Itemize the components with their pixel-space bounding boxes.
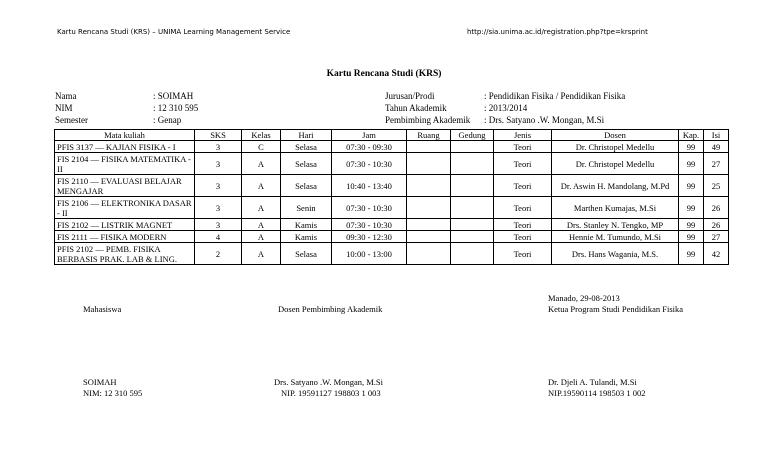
cell-kap: 99 xyxy=(679,197,704,219)
cell-sks: 3 xyxy=(195,175,242,197)
signature-name-mahasiswa: SOIMAH xyxy=(83,377,117,387)
cell-ruang xyxy=(407,197,451,219)
col-header-mata-kuliah: Mata kuliah xyxy=(55,130,195,141)
cell-sks: 3 xyxy=(195,197,242,219)
cell-jenis: Teori xyxy=(494,153,552,175)
cell-kap: 99 xyxy=(679,153,704,175)
cell-kap: 99 xyxy=(679,243,704,265)
cell-ruang xyxy=(407,175,451,197)
cell-kelas: A xyxy=(242,197,281,219)
cell-jenis: Teori xyxy=(494,141,552,153)
cell-jam: 07:30 - 09:30 xyxy=(332,141,407,153)
cell-hari: Selasa xyxy=(281,153,332,175)
cell-mata-kuliah: PFIS 3137 — KAJIAN FISIKA - I xyxy=(55,141,195,153)
cell-mata-kuliah: FIS 2104 — FISIKA MATEMATIKA - II xyxy=(55,153,195,175)
cell-ruang xyxy=(407,231,451,243)
cell-sks: 3 xyxy=(195,141,242,153)
cell-mata-kuliah: FIS 2110 — EVALUASI BELAJAR MENGAJAR xyxy=(55,175,195,197)
cell-kelas: A xyxy=(242,175,281,197)
table-header-row xyxy=(55,130,729,141)
cell-kap: 99 xyxy=(679,219,704,231)
cell-sks: 4 xyxy=(195,231,242,243)
signature-role-dosen-pa: Dosen Pembimbing Akademik xyxy=(278,304,383,314)
cell-kelas: A xyxy=(242,219,281,231)
cell-isi: 25 xyxy=(704,175,729,197)
cell-sks: 3 xyxy=(195,219,242,231)
cell-hari: Selasa xyxy=(281,243,332,265)
cell-ruang xyxy=(407,219,451,231)
cell-kelas: A xyxy=(242,243,281,265)
cell-ruang xyxy=(407,141,451,153)
info-label-pembimbing: Pembimbing Akademik xyxy=(385,115,471,125)
info-value-tahun: : 2013/2014 xyxy=(484,103,528,113)
cell-gedung xyxy=(451,175,494,197)
signature-role-mahasiswa: Mahasiswa xyxy=(83,304,122,314)
cell-hari: Senin xyxy=(281,197,332,219)
cell-kelas: A xyxy=(242,153,281,175)
signature-id-mahasiswa: NIM: 12 310 595 xyxy=(83,388,143,398)
signature-role-ketua: Ketua Program Studi Pendidikan Fisika xyxy=(548,304,684,314)
cell-mata-kuliah: FIS 2111 — FISIKA MODERN xyxy=(55,231,195,243)
col-header-ruang: Ruang xyxy=(407,130,451,141)
info-label-semester: Semester xyxy=(55,115,88,125)
cell-jam: 10:00 - 13:00 xyxy=(332,243,407,265)
cell-jam: 07:30 - 10:30 xyxy=(332,219,407,231)
table-row xyxy=(55,175,729,197)
cell-jenis: Teori xyxy=(494,243,552,265)
cell-jenis: Teori xyxy=(494,197,552,219)
cell-dosen: Dr. Christopel Medellu xyxy=(552,153,679,175)
cell-dosen: Dr. Christopel Medellu xyxy=(552,141,679,153)
cell-jam: 07:30 - 10:30 xyxy=(332,197,407,219)
col-header-kap: Kap. xyxy=(679,130,704,141)
cell-kap: 99 xyxy=(679,231,704,243)
table-row xyxy=(55,219,729,231)
cell-kap: 99 xyxy=(679,175,704,197)
cell-jenis: Teori xyxy=(494,219,552,231)
cell-isi: 26 xyxy=(704,197,729,219)
info-label-jurusan: Jurusan/Prodi xyxy=(385,91,435,101)
col-header-isi: Isi xyxy=(704,130,729,141)
table-row xyxy=(55,231,729,243)
cell-hari: Kamis xyxy=(281,231,332,243)
col-header-kelas: Kelas xyxy=(242,130,281,141)
cell-mata-kuliah: FIS 2106 — ELEKTRONIKA DASAR - II xyxy=(55,197,195,219)
info-value-nim: : 12 310 595 xyxy=(153,103,199,113)
place-date: Manado, 29-08-2013 xyxy=(548,293,620,303)
cell-dosen: Hennie M. Tumundo, M.Si xyxy=(552,231,679,243)
cell-ruang xyxy=(407,243,451,265)
info-value-jurusan: : Pendidikan Fisika / Pendidikan Fisika xyxy=(484,91,626,101)
info-value-semester: : Genap xyxy=(153,115,182,125)
cell-jenis: Teori xyxy=(494,175,552,197)
cell-isi: 42 xyxy=(704,243,729,265)
info-value-pembimbing: : Drs. Satyano .W. Mongan, M.Si xyxy=(484,115,605,125)
cell-jam: 07:30 - 10:30 xyxy=(332,153,407,175)
cell-mata-kuliah: PFIS 2102 — PEMB. FISIKA BERBASIS PRAK. LAB & LING. xyxy=(55,243,195,265)
table-row xyxy=(55,153,729,175)
cell-sks: 3 xyxy=(195,153,242,175)
cell-gedung xyxy=(451,243,494,265)
cell-hari: Kamis xyxy=(281,219,332,231)
cell-dosen: Dr. Aswin H. Mandolang, M.Pd xyxy=(552,175,679,197)
col-header-hari: Hari xyxy=(281,130,332,141)
col-header-jenis: Jenis xyxy=(494,130,552,141)
cell-isi: 27 xyxy=(704,153,729,175)
cell-isi: 27 xyxy=(704,231,729,243)
cell-sks: 2 xyxy=(195,243,242,265)
cell-hari: Selasa xyxy=(281,175,332,197)
col-header-dosen: Dosen xyxy=(552,130,679,141)
signature-id-dosen-pa: NIP. 19591127 198803 1 003 xyxy=(281,388,381,398)
cell-gedung xyxy=(451,153,494,175)
info-label-nim: NIM xyxy=(55,103,73,113)
cell-jam: 10:40 - 13:40 xyxy=(332,175,407,197)
table-row xyxy=(55,141,729,153)
page-header-url: http://sia.unima.ac.id/registration.php?tpe=krsprint xyxy=(467,28,648,36)
info-label-nama: Nama xyxy=(55,91,77,101)
cell-dosen: Marthen Kumajas, M.Si xyxy=(552,197,679,219)
cell-jam: 09:30 - 12:30 xyxy=(332,231,407,243)
cell-hari: Selasa xyxy=(281,141,332,153)
cell-gedung xyxy=(451,219,494,231)
cell-isi: 49 xyxy=(704,141,729,153)
signature-id-ketua: NIP.19590114 198503 1 002 xyxy=(548,388,646,398)
cell-gedung xyxy=(451,231,494,243)
cell-gedung xyxy=(451,197,494,219)
cell-isi: 26 xyxy=(704,219,729,231)
table-row xyxy=(55,243,729,265)
cell-kap: 99 xyxy=(679,141,704,153)
col-header-gedung: Gedung xyxy=(451,130,494,141)
table-row xyxy=(55,197,729,219)
cell-gedung xyxy=(451,141,494,153)
page-header-title: Kartu Rencana Studi (KRS) – UNIMA Learning Management Service xyxy=(57,28,291,36)
cell-jenis: Teori xyxy=(494,231,552,243)
signature-name-ketua: Dr. Djeli A. Tulandi, M.Si xyxy=(548,377,637,387)
info-label-tahun: Tahun Akademik xyxy=(385,103,447,113)
cell-kelas: C xyxy=(242,141,281,153)
cell-dosen: Drs. Hans Wagania, M.S. xyxy=(552,243,679,265)
col-header-sks: SKS xyxy=(195,130,242,141)
cell-ruang xyxy=(407,153,451,175)
cell-dosen: Drs. Stanley N. Tengko, MP xyxy=(552,219,679,231)
cell-kelas: A xyxy=(242,231,281,243)
col-header-jam: Jam xyxy=(332,130,407,141)
signature-name-dosen-pa: Drs. Satyano .W. Mongan, M.Si xyxy=(274,377,384,387)
info-value-nama: : SOIMAH xyxy=(153,91,194,101)
krs-table xyxy=(54,129,729,265)
cell-mata-kuliah: FIS 2102 — LISTRIK MAGNET xyxy=(55,219,195,231)
document-title: Kartu Rencana Studi (KRS) xyxy=(326,69,442,79)
